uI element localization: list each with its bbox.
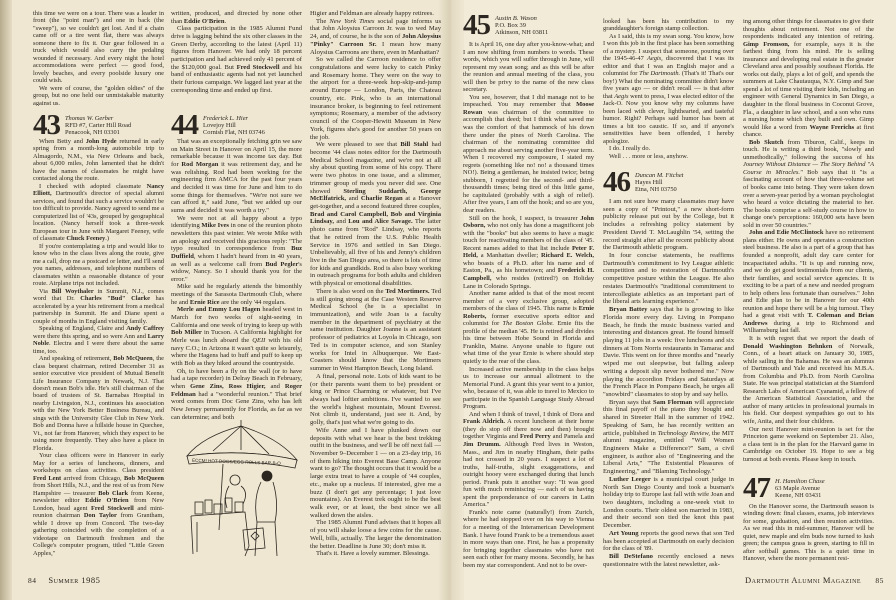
body-text: arrived from Chicago, <box>61 474 124 482</box>
body-text: Dartmouth's director of special alumni services, and found that such a service wouldn't be too difficult to provide. Nancy agreed to send me a computerized list of '43s, grouped by geographical location. (Nancy herself took a three-week European tour in June with Margaret Feeney, wife of classmate <box>33 190 164 243</box>
body-text: and his band of enthusiastic agents had not yet launched their furious campaign. We lagged last year at the corresponding time and ended up first. <box>171 63 302 94</box>
body-text: Class participation in the 1985 Alumni Fund drive is lagging behind the six other classes in the Green Derby, according to the latest (April 11) figures from Hanover. We had only 18 percent participation and had achieved only 41 percent of the $120,000 goal. But <box>171 25 302 71</box>
classmate-name: T. Coleman and Brian Andrews <box>743 312 874 327</box>
class-45-notes <box>463 41 594 571</box>
body-text: Increased active membership in the class helps us to increase our annual allotment to the Memorial Fund. A grant this year went to a junior, who, because of it, was able to travel to Mexico to participate in the Spanish Language Study Abroad Program. <box>463 365 594 411</box>
body-text: will appreciate this final payoff of the piano they bought and shared in Streeter Hall in the summer of 1942. Speaking of Sam, he has recently written an article, published in <box>603 398 734 437</box>
body-text: It is April 16, one day after you-know-what; and I am now shifting from numbers to words. These words, which you will suffer through in June, will represent my swan song; and as this will be after the reunion and annual meeting of the class, you will then be privy to the name of the new class secretary. <box>463 41 594 94</box>
classmate-name: Ted Mortimers. <box>385 287 430 295</box>
paragraph <box>33 138 164 183</box>
body-text: from Grantham, while I drove up from Concord. The two-day gathering coincided with the completion of a videotape on Dartmouth freshmen and the College's computer program, titled "Little Green Apples," <box>33 512 164 557</box>
paragraph <box>310 550 441 558</box>
paragraph <box>33 452 164 557</box>
body-text: have no retirement plans either. He owns and operates a construction steel business. He also is a part of a group that has founded a nonprofit, adult day care center for incapacitated adults. "It is up and running now, and we do get good testimonials from our clients, their families, and social service agencies. It is exciting to be a part of a new and needed program to help others less fortunate than ourselves." John and Edie plan to be in Hanover for our 40th reunion and hope there will be a big turnout. They had a great visit with <box>743 229 874 320</box>
body-text: with his old navy C.O.; in Arizona it wasn't quite so leisurely, where the Hagens had to huff and puff to keep up with Bob as they hiked around the countryside. <box>171 337 302 368</box>
classmate-name: Sam Florman <box>653 398 693 406</box>
body-text: Ernie fits the profile of the median '45. He is retired and divides his time between Hobe Sound in Florida and Franklin, Maine. Anyone unable to figure out what time of the year Ernie is where should step quietly to the rear of the class. <box>463 320 594 365</box>
address-line-1: RFD #7, Carter Hill Road <box>65 122 132 129</box>
body-text: looked has been his contribution to my granddaughter's foreign stamp collection. <box>603 18 734 33</box>
body-text: returned in early spring from a month-long automobile trip to Almagordo, N.M., via New Orleans and back, about 6,000 miles, John lamented that he didn't have the names of classmates he might have contacted along the route. <box>33 138 164 183</box>
address-line-2: Penacook, NH 03301 <box>65 129 120 136</box>
body-text: The latter photo came from "Rod" Lindsay, who reports that he retired from the U.S. Public Health Service in 1976 and settled in San Diego. Unbelievably, all five of his and Jenny's children live in the San Diego area, so there is lots of time for kids and grandkids. Rod is also busy working in outreach programs for both adults and children with physical or emotional disabilities. <box>310 218 441 288</box>
body-text: were there this spring, and so were Ann and <box>33 332 148 340</box>
body-text: I mean how many Aloysius Carroons are there, even in Manhattan? <box>310 40 441 56</box>
class-47-notes <box>743 503 874 569</box>
binding-shadow <box>0 0 12 600</box>
body-text: The <box>316 17 330 25</box>
paragraph <box>603 553 734 568</box>
body-text: discovered that I was its editor and that I was an English major and a columnist for <box>603 55 734 78</box>
paragraph <box>171 10 302 25</box>
body-text: Via <box>39 287 52 295</box>
body-text: Our next Hanover mini-reunion is set for the Princeton game weekend on September 21. Also, a class tent is in the plan for the Harvard game in Cambridge on October 19. Hope to see a big turnout at both events. Please keep in touch. <box>743 425 874 463</box>
paragraph <box>310 10 441 18</box>
body-text: Mike said he regularly attends the bimonthly meetings of the Sarasota Dartmouth Club, where he and <box>171 283 302 306</box>
body-text: As I said, this is my swan song. You know, how I won this job in the first place has been something of a mystery. I suspect that someone, pouring over the 1945-46-47 <box>603 32 734 63</box>
classmate-name: Moose Rowan <box>463 101 594 116</box>
address-line-1: 63 Maple Avenue <box>775 485 820 492</box>
paragraph <box>33 325 164 355</box>
body-text: (That's it! That's our boy!) What the nominating committee didn't know five years ago — or didn't recall — is that after that <box>603 70 734 100</box>
body-text: from Keene, newsletter editor <box>33 489 164 505</box>
classmate-name: Gimp Fromson, <box>743 40 790 48</box>
body-text: You see, however, that I did manage not to be impeached. You may remember that <box>463 93 594 109</box>
body-text: it was retirement day, and he was relishing. Rod had been working for the engineering firm AMCA for the past four years and decided it was time for June and him to do some things for themselves. "We're not sure we can afford it," said June, "but we added up our sums and decided it was worth a try." <box>171 160 302 214</box>
classmate-name: Brad and Carol Campbell, Bob and Virginia Lindsay, <box>310 210 441 226</box>
body-text: and <box>334 218 349 226</box>
body-text: Your class officers were in Hanover in early May for a series of luncheons, dinners, and workshops on class activities. Class president <box>33 452 164 475</box>
body-text: and Pamela and <box>550 433 594 441</box>
classmate-name: Bob Clark <box>98 489 129 497</box>
body-text: is a municipal court judge in North San Diego County and took a busman's holiday trip to Europe last fall with wife Joan and two daughters, including a one-week visit to London courts. Their oldest son married in 1983, and their second son tied the knot this past December. <box>603 475 734 530</box>
body-text: I checked with adopted classmate <box>39 182 147 190</box>
paragraph <box>463 94 594 215</box>
classmate-name: Bud Pegler <box>265 260 299 268</box>
paragraph <box>310 288 441 373</box>
body-text: the MIT alumni magazine, entitled "Will Women Engineers Make a Difference?" Sam, a civil engineer, is author also of "Engineering and the Liberal Arts," "The Existential Pleasures of Engineering," and "Blaming Technology." <box>603 429 734 476</box>
paragraph <box>310 56 441 141</box>
body-text: says that he is growing to like Florida more every day. Living in Pompano Beach, he finds the music business varied and interesting and distances great. He found himself playing 11 jobs in a week: five luncheons and six dinners at Tom Norris restaurants in Tamarac and Davie. This went on for three months and "nearly wiped me out sleepwise, but falling asleep writing a deposit slip never bothered me." Now playing the accordion Fridays and Saturdays at the French Place in Pompano Beach, he urges all "snowbird" classmates to stop by and say hello. <box>603 306 734 398</box>
classmate-name: Frank Aldrich. <box>463 418 506 426</box>
body-text: If you're contemplating a trip and would like to know who in the class lives along the route, give me a call, drop me a postcard or letter, and I'll send you names, addresses, and telephone numbers of classmates within a reasonable distance of your route. Airplane trips not included. <box>33 242 164 288</box>
paragraph <box>743 18 874 139</box>
body-text: , whom I hadn't heard from in 40 years, as well as a welcome call from <box>171 252 302 268</box>
paragraph <box>33 243 164 288</box>
classmate-name: Charles "Bud" Clarke <box>80 295 150 303</box>
body-text: Oh, to have been a fly on the wall (or to have had a tape recorder) in Delray Beach in February, when <box>171 367 302 390</box>
body-text: who not only has done a magnificent job with the "books" but also seems to have a magic touch for reactivating members of the class of '45. Recent names added to that list include <box>463 222 594 252</box>
class-46-notes <box>603 198 734 569</box>
body-text: who boasts of a Ph.D. after his name and of Easton, Pa., as his hometown; and <box>463 259 594 275</box>
body-text: ing among other things for classmates to give their thoughts about retirement. Not one of the respondents indicated any intention of retiring. <box>743 18 874 41</box>
body-text: .) <box>105 235 109 243</box>
classmate-name: Ernie Roberts, <box>463 305 594 320</box>
classmate-name: Eddie O'Brien <box>85 497 129 505</box>
body-text: during a trip to Richmond and Williamsburg last fall. <box>743 319 874 335</box>
classmate-name: Charlie Regan <box>360 195 403 203</box>
paragraph <box>463 215 594 290</box>
classmate-name: Bob McQueen <box>124 474 164 482</box>
magazine-title: Dartmouth Alumni Magazine <box>745 575 862 585</box>
body-text: for example, says it is the farthest thing from his mind. He is selling insurance and developing real estate in the greater Cleveland area and possibly southeast Florida. He works out daily, plays a lot of golf, and spends the summers at Lake Chautauqua, N.Y. Gimp and Sue spend a lot of time visiting their kids, including an engineer with General Dynamics in San Diego, a daughter in the floral business in Coconut Grove, Fla., a daughter in law school, and a son who runs a nursing home which they built and own. Gimp would like a word from <box>743 40 874 131</box>
page-number-left: 84 <box>28 576 37 585</box>
paragraph <box>743 229 874 335</box>
class-secretary-name: Austin B. Wason <box>495 15 537 22</box>
classmate-name: Nancy Elliott, <box>33 182 164 198</box>
paragraph <box>310 519 441 550</box>
paragraph <box>33 10 164 85</box>
paragraph <box>33 288 164 325</box>
paragraph <box>603 476 734 530</box>
paragraph <box>33 85 164 106</box>
body-text: Frank's note came (naturally!) from Zurich, where he had stopped over on his way to Vienna for a meeting of the Interamerican Development Bank. I have found Frank to be a tremendous asset in more ways than one. First, he has a propensity for bringing together classmates who have not seen each other for many moons. Secondly, he has been my star correspondent. And not to be over- <box>463 508 594 569</box>
jar <box>195 502 203 514</box>
classmate-name: Gene Zins, Ross Higier, <box>190 383 266 390</box>
body-text: former executive sports editor and columnist for <box>463 312 594 328</box>
body-text: Although Fred lives in Weston, Mass., and Jim in nearby Hingham, their paths had not crossed in 20 years. I suspect a lot of truths, half-truths, slight exaggerations, and outright hooey were exchanged during that lunch period. Frank puts it another way: "It was good fun with much reminiscing — each of us having spent the preponderance of our careers in Latin America." <box>463 440 594 509</box>
body-text: So we called the Carroon residence to offer congratulations and were lucky to catch Pinky and Rosemary home. They were on the way to the airport for a three-week hop-skip-and-jump around Europe — London, Paris, the Chateau country, etc. Pink, who is an international insurance broker, is beginning to feel retirement symptoms; Rosemary, a member of the advisory council of the Cooper-Hewitt Museum in New York, figures she's good for another 50 years on the job. <box>310 56 441 141</box>
classmate-name: Larry Noble <box>33 332 164 348</box>
paragraph <box>603 306 734 399</box>
body-text: When Betty and <box>39 138 86 145</box>
body-text: and <box>265 383 285 390</box>
paragraph <box>743 335 874 426</box>
body-text: in Tucson. A California highlight for Merle was lunch aboard the <box>171 329 302 345</box>
body-text: reports the good news that son Ted has been accepted at Dartmouth on early decision for the class of '89. <box>603 529 734 553</box>
address-line-2: Keene, NH 03431 <box>775 492 822 499</box>
paragraph <box>463 41 594 94</box>
class-header-47 <box>743 472 874 504</box>
classmate-name: Ernie Rice <box>189 298 220 306</box>
paragraph <box>33 355 164 452</box>
classmate-name: Richard E. Welch, <box>541 252 594 260</box>
classmate-name: Wayne Frerichs <box>809 123 855 131</box>
classmate-name: Chuck Feeney <box>66 235 106 243</box>
body-text: . Electra and I were there about the same time, too. <box>33 340 164 355</box>
body-text: Bryan says that <box>609 398 653 406</box>
body-text: had a "wonderful reunion." That brief word comes from Doc Gene Zins, who has left New Jersey permanently for Florida, as far as we can determine; and both <box>171 390 302 420</box>
body-text: recently enclosed a news questionnaire with the latest newsletter, ask- <box>603 553 734 568</box>
vendor-head <box>230 475 240 485</box>
umbrella-pole <box>219 464 223 530</box>
paragraph <box>463 366 594 411</box>
body-text: who resides (retired?) on Holiday Lane in Colorado Springs. <box>463 274 594 290</box>
body-text: It is with regret that we report the death of <box>749 334 874 342</box>
classmate-name: Bob Skutch <box>749 138 784 146</box>
paragraph <box>310 427 441 520</box>
paragraph <box>463 411 594 509</box>
body-text: Speaking of England, Claire and <box>39 325 127 333</box>
publication-title: Journey Without Distance — The Story Behind "A Course in Miracles." <box>743 161 874 176</box>
classmate-name: Art Young <box>609 529 639 537</box>
body-text: In four concise statements, he reaffirms Dartmouth's commitment to Ivy League athletic competition and to restoration of Dartmouth's competitive posture within the League. He also restates Dartmouth's "traditional commitment to intercollegiate athletics as an important part of the liberal arts learning experience." <box>603 252 734 306</box>
body-text: in Summit, N.J., comes word that Dr. <box>33 287 164 303</box>
paragraph <box>171 138 302 215</box>
classmate-name: Frederick H. Campbell, <box>463 267 594 282</box>
paragraph <box>171 215 302 284</box>
hot-dog-stand-cartoon <box>183 418 299 564</box>
classmate-name: Eddie O'Brien <box>183 17 225 25</box>
body-text: That was an exceptionally fetching grin we saw on Main Street in Hanover on April 15, the more remarkable because it was income tax day. But for <box>171 138 302 168</box>
class-secretary-name: Frederick L. Hier <box>203 115 249 122</box>
class-45-notes-continued <box>603 18 734 159</box>
body-text: And when I think of travel, I think of Dora and <box>469 410 594 418</box>
customer-head <box>262 471 272 481</box>
body-text: and mini-reunion chairman <box>33 504 164 520</box>
classmate-name: Andy Caffrey <box>126 325 164 333</box>
classmate-name: Buz Duffield <box>171 245 302 260</box>
class-44-notes-continued <box>310 10 441 569</box>
classmate-name: John and Edie McClintock <box>749 229 824 237</box>
class-year: 45 <box>463 9 490 41</box>
classmate-name: John Hyde <box>85 138 117 145</box>
classmate-name: Bryan Battey <box>609 306 648 314</box>
body-text: from Short Hills, N.J., and the rest of us from New Hampshire — treasurer <box>33 482 164 497</box>
paragraph <box>743 139 874 230</box>
body-text: Bob says that it "is a fascinating account of how that three-volume set of books came into being. They were taken down over a seven-year period by a woman psychologist who heard a voice dictating the material to her. The books comprise a self-study course in how to change one's perceptions: 160,000 sets have been sold in over 50 countries." <box>743 168 874 229</box>
classmate-name: Lou and Alice Savage. <box>348 218 413 226</box>
address-line-2: Atkinson, NH 03811 <box>495 29 549 36</box>
class-year: 47 <box>743 472 770 504</box>
classmate-name: Roger Feldman <box>171 383 302 398</box>
classmate-name: Merle and Emmy Lou Hagen <box>177 306 261 314</box>
body-text: at a Hanover get-together, and a second featured three couples, <box>310 195 441 210</box>
body-text: headed west in March for two weeks of sight-seeing in California and one week of trying to keep up with <box>171 306 302 329</box>
paragraph <box>743 426 874 464</box>
address-line-1: Hayes Hill <box>635 179 663 186</box>
class-44-notes <box>171 138 302 420</box>
paragraph <box>603 530 734 553</box>
body-text: this time we were on a tour. There was a leader in front (the "point man") and one in back (the "sweep"), so we couldn't get lost. And if a chain came off or a tire went flat, there was always someone there to fix it. Our gear followed in a truck which would also carry the pedaling wounded if necessary. And every night the hotel accommodations were perfect — good food, lovely beaches, and every poolside luxury one could wish. <box>33 10 164 85</box>
class-year: 44 <box>171 109 198 141</box>
class-year: 43 <box>33 109 60 141</box>
paragraph <box>743 503 874 563</box>
paragraph <box>603 153 734 159</box>
address-line-2: Cornish Flat, NH 03746 <box>203 129 265 136</box>
customer-body <box>255 482 277 556</box>
class-header-46 <box>603 166 734 198</box>
paragraph <box>310 373 441 427</box>
classmate-name: Don Taylor <box>83 512 117 520</box>
class-year: 46 <box>603 166 630 198</box>
paragraph <box>171 306 302 367</box>
jar <box>205 500 212 513</box>
body-text: had become '44 class notes editor for the Dartmouth Medical School magazine, and we're not at all shy about quoting from some of his copy. There were two photos in one issue, and a slimmer, trimmer group of meds you never did see. One showed <box>310 141 441 195</box>
body-text: Wife Anne and I have plunked down our deposits with what we hear is the best trekking outfit in the business, and we'll be off next fall — November 9–December 1 — on a 23-day trip, 16 of them hiking into Everest Base Camp. Anyone want to go? The thought occurs that it would be a large extra treat to have a couple of '44 couples, etc., make up a nucleus. If interested, give me a buzz (I don't get any percentage; I just love mountains). An Everest trek ought to be the best walk ever, or at least, the best since we all walked down the aisles. <box>310 426 441 519</box>
publication-title: The Dartmouth. <box>639 70 681 78</box>
classmate-name: Bill Stahl <box>400 141 429 149</box>
paragraph <box>603 33 734 145</box>
body-text: Higier and Feldman are already happy retirees. <box>310 10 434 17</box>
body-text: and <box>346 195 361 203</box>
body-text: from New London, head agent <box>33 497 164 512</box>
body-text: Ted is still going strong at the Case Western Reserve Medical School (he is a specialist in immunization), and wife Joan is a faculty member in the department of psychiatry at the same institution. Daughter Joanne is an assistant professor of pediatrics at Loyola in Chicago, son Ted is in computer science, and son Stanley works for Intel in Albuquerque. We East-Coasters should know that the Mortimers summer in West Hampton Beach, Long Island. <box>310 287 441 373</box>
center-gutter <box>438 0 464 600</box>
classmate-name: Rod Morgan <box>181 160 219 168</box>
classmate-name: Fred Lent <box>33 474 62 482</box>
publication-title: New York Times <box>329 17 375 25</box>
class-header-43 <box>33 109 164 141</box>
body-text: We were pleased to see that <box>316 141 401 149</box>
classmate-name: John Osborn, <box>463 214 594 230</box>
paragraph <box>603 252 734 306</box>
class-46-notes-continued <box>743 18 874 465</box>
body-text: , the class bequest chairman, retired December 31 as senior executive vice president of Mutual Benefit Life Insurance Company in Newark, N.J. That doesn't mean Bob's idle. He's still chairman of the board of trustees of St. Barnabas Hospital in nearby Livingston, N.J., continues his association with the New York Better Business Bureau, and sings with the University Glee Club in New York. Bob and Donna have a hillside house in Quechee, Vt., not far from Hanover, which they expect to be using more frequently. They also have a place in Florida. <box>33 355 164 452</box>
class-secretary-name: Thomas W. Gerber <box>65 115 114 122</box>
paragraph <box>463 290 594 365</box>
paragraph <box>603 198 734 252</box>
address-line-2: Etna, NH 03750 <box>635 186 677 193</box>
body-text: And speaking of retirement, <box>39 355 114 363</box>
body-text: I am not sure how many classmates may have seen a copy of "Printout," a new short-form publicity release put out by the College, but it includes a refreshing policy statement by President David T. McLaughlin '54, setting the record straight after all the recent publicity about the Dartmouth athletic program. <box>603 198 734 252</box>
left-page-footer <box>28 575 100 585</box>
body-text: Still on the hook, I suspect, is treasurer <box>469 214 581 222</box>
body-text: On the Hanover scene, the Dartmouth season is winding down: final classes, exams, job interviews for some, graduation, and then reunion activities. As we read this in mid-summer, Hanover will be quiet, new maple and elm buds now turned to lush green; the campus grass is green, starting to fill in after softball games. This is a quiet time in Hanover, where the more permanent resi- <box>743 503 874 563</box>
class-header-45 <box>463 9 594 41</box>
classmate-name: Sterling Suddarth, George McElfatrick, <box>310 187 441 203</box>
body-text: I do. I really do. <box>609 145 651 153</box>
paragraph <box>463 509 594 569</box>
classmate-name: Bob McQueen <box>113 355 153 363</box>
address-line-1: Lovejoy Hill <box>203 122 236 129</box>
class-secretary-name: Duncan M. Fitchet <box>635 172 684 179</box>
class-header-44 <box>171 109 302 141</box>
paragraph <box>171 283 302 306</box>
address-line-1: P.O. Box 39 <box>495 22 526 29</box>
classmate-name: Peter F. Held, <box>463 244 594 260</box>
paragraph <box>171 368 302 420</box>
paragraph <box>603 145 734 152</box>
body-text: was chairman of the committee to accomplish that deed; but I think what saved me was the comfort of that hammock of his down there under the pines of North Carolina. The chairman of the nominating committee did approach me about serving another five-year term. When I recovered my composure, I stated my regrets (something like no! no! a thousand times NO!). Being a gentleman, he insisted twice; being stubborn, I regretted for the second- and third-thousandth times; being tired of this little game, he capitulated (probably with a sigh of relief). After five years, I am off the hook; and so are you, dear readers. <box>463 108 594 215</box>
paragraph <box>603 399 734 476</box>
classmate-name: Donald Washington Behnken <box>743 342 833 350</box>
body-text: Well . . . more or less, anyhow. <box>609 152 688 159</box>
body-text: from Tiburon, Calif., keeps in touch. He is writing a third book, "slowly and unmethodically," following the success of his <box>743 138 874 161</box>
class-43-notes <box>33 138 164 562</box>
paragraph <box>171 25 302 94</box>
classmate-name: Mike Ives <box>201 222 229 230</box>
publication-title: Aegis, <box>646 55 663 63</box>
umbrella-ribs <box>213 426 269 454</box>
vendor-body <box>225 486 245 508</box>
classmate-name: Luther Leeger <box>609 475 651 483</box>
publication-title: Aegis <box>614 92 629 100</box>
paragraph <box>33 183 164 243</box>
body-text: 's widow, Nancy. So I should thank you for the error." <box>171 260 302 283</box>
publication-title: Technology Review, <box>657 429 710 437</box>
issue-date: Summer 1985 <box>48 575 101 585</box>
body-text: That's it. Have a lovely summer. Blessings. <box>316 550 430 558</box>
body-text: a Manhattan dweller; <box>477 252 542 260</box>
body-text: at first chance. <box>743 123 874 139</box>
class-43-notes-continued <box>171 10 302 101</box>
class-secretary-name: H. Hamilton Chase <box>775 478 825 485</box>
body-text: Another name added is that of the most recent member of a very exclusive group, adopted members of the class of 1945. This name is <box>463 290 594 313</box>
body-text: are the only '44 regulars. <box>219 298 286 306</box>
paragraph <box>310 141 441 288</box>
classmate-name: Fred Perry <box>519 433 551 441</box>
cooler-emblem <box>251 532 259 540</box>
body-text: There is also word on the <box>316 287 386 295</box>
body-text: has accelerated by a year his retirement from a medical partnership in Summit. He and Diane spent a couple of months in England visiting family. <box>33 295 164 325</box>
body-text: social page informs us that John Aloysius Carroon Jr. was to wed May 24, and, of course, he is the son of <box>310 17 441 41</box>
umbrella-lettering: ECCM! HOT DOGS/EGG ROLLS BAR-B-Q <box>191 457 281 466</box>
classmate-name: Fred Stockwell <box>236 63 280 71</box>
body-text: A recent luncheon at their home (they do stop off there now and then) brought together Virginia and <box>463 418 594 441</box>
body-text: . <box>224 17 227 25</box>
classmate-name: Bob Miller <box>171 329 202 337</box>
publication-title: The Boston Globe. <box>502 320 555 328</box>
classmate-name: John Aloysius "Pinky" Carroon Sr. <box>310 33 441 48</box>
publication-title: QEII <box>252 337 266 345</box>
classmate-name: Fred Stockwell <box>91 504 134 512</box>
body-text: went to press, I was elected editor of the Jack-O. Now you know why my columns have been laced with clever, lighthearted, and tasteful humor. Right? Perhaps said humor has been at times a bit too caustic. If so, and if anyone's sensitivities have been offended, I hereby apologize. <box>603 92 734 145</box>
classmate-name: Jim Drumm. <box>463 440 501 448</box>
body-text: in one of the reunion photo newsletters this past winter. We wrote Mike with an apology and received this gracious reply: "The typo resulted in correspondence from <box>171 222 302 253</box>
body-text: of Norwalk, Conn., of a heart attack on January 30, 1985, while sailing in the Bahamas. He was an alumnus of Dartmouth and Yale and received his M.B.A. from Columbia and Ph.D. from North Carolina State. He was principal statistician at the Stamford Research Labs of American Cyanamid, a fellow of the American Statistical Association, and the author of many articles in professional journals in his field. Our deepest sympathies go out to his wife, Anita, and their four children. <box>743 342 874 425</box>
jar <box>235 502 243 512</box>
class-43-intro-text <box>33 10 164 106</box>
body-text: The 1985 Alumni Fund advises that it hopes all of you will shake loose a few coins for the cause. Well, bills, actually. The larger the denomination the better. Deadline is June 30; don't miss it. <box>310 519 441 550</box>
right-page-footer <box>745 575 884 585</box>
page-number-right: 85 <box>875 576 884 585</box>
paragraph <box>603 18 734 33</box>
paragraph <box>310 18 441 57</box>
body-text: A final, personal note. Lots of kids want to be (or their parents want them to be) president or king or Prince Charming or whatever, but I've always had loftier ambitions. I've wanted to see the world's highest mountain, Mount Everest. Not climb it, understand, just see it. And, by golly, that's just what we're going to do. <box>310 372 441 427</box>
body-text: We were not at all happy about a typo identifying <box>171 214 302 230</box>
body-text: We were of course, the "golden oldies" of the group, but no one held our unmistakable maturity against us. <box>33 84 164 106</box>
classmate-name: Bill DeStefano <box>609 553 653 561</box>
body-text: written, produced, and directed by none other than <box>171 10 302 25</box>
classmate-name: Bill Woythaler <box>51 287 94 295</box>
